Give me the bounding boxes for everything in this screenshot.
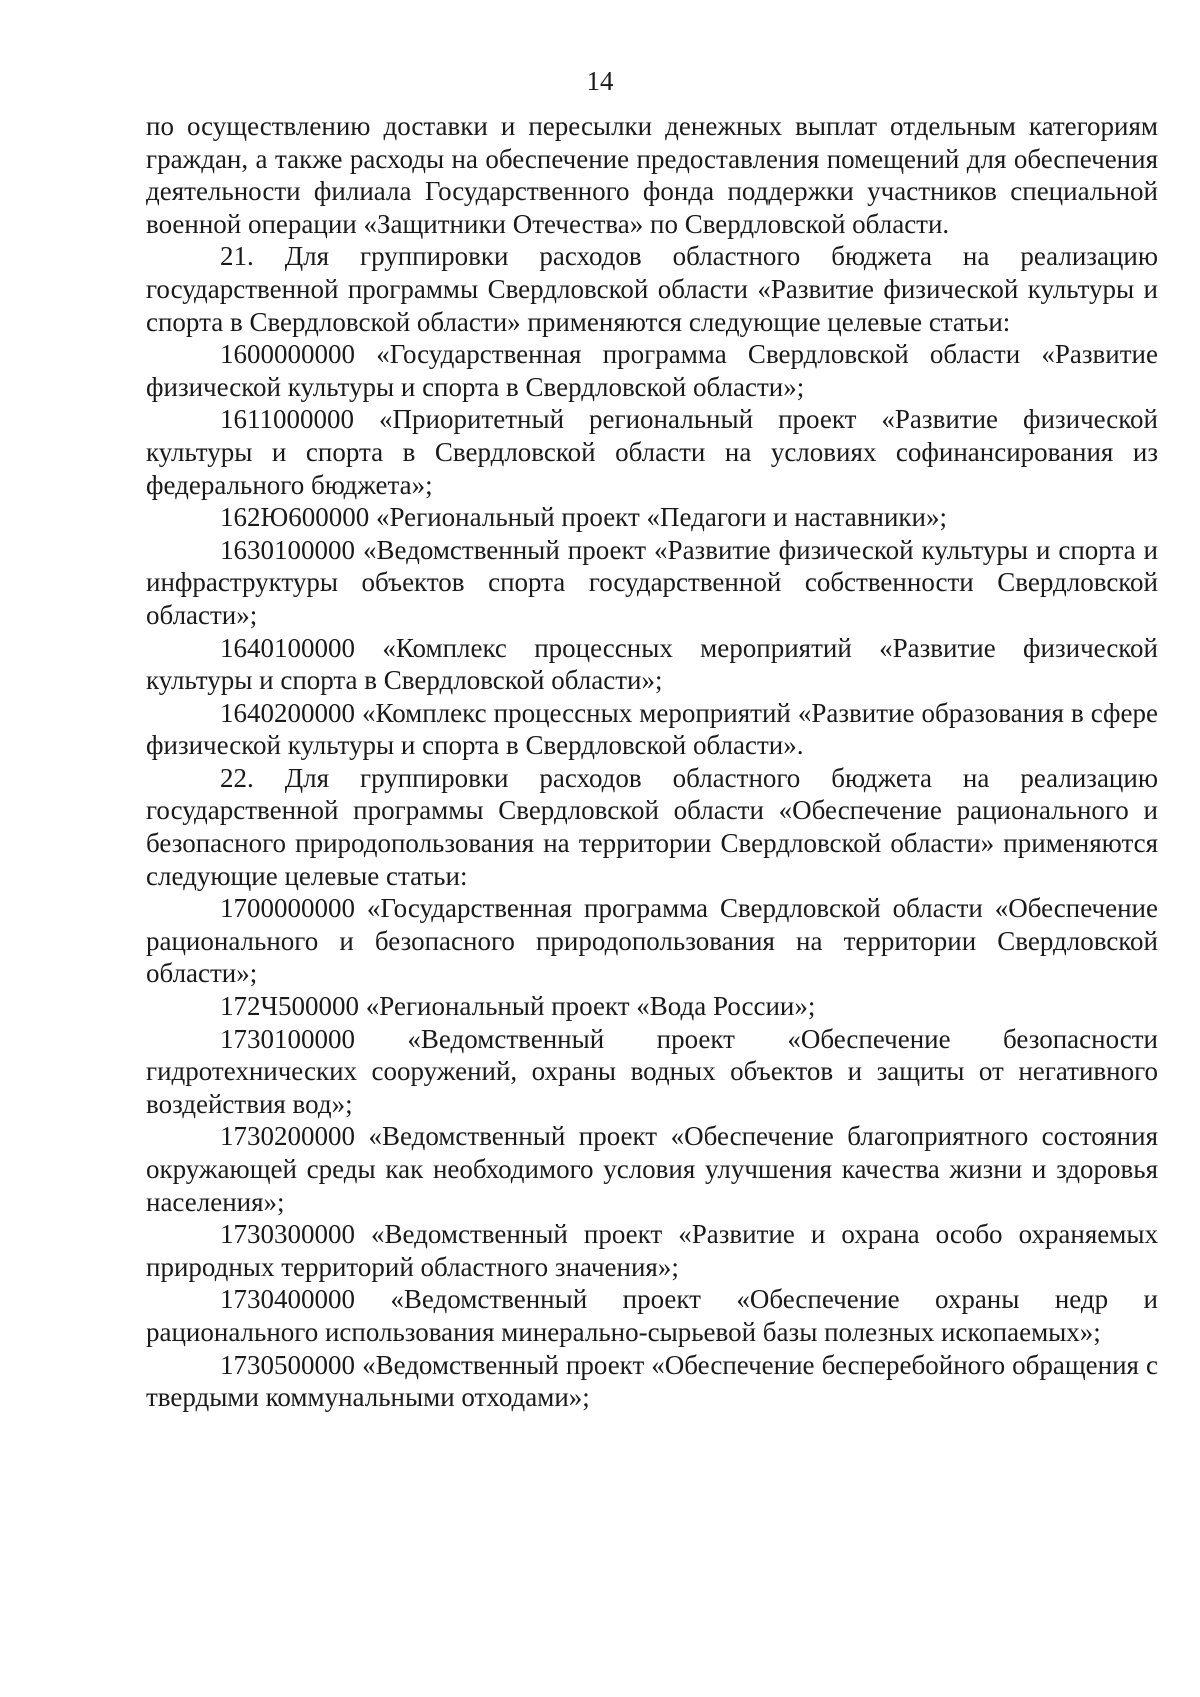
target-article-1730300000: 1730300000 «Ведомственный проект «Развитие и охрана особо охраняемых природных территорий областного значения»;	[146, 1219, 1158, 1282]
target-article-1730400000: 1730400000 «Ведомственный проект «Обеспечение охраны недр и рационального использования минерально-сырьевой базы полезных ископаемых»;	[146, 1284, 1158, 1347]
target-article-1730100000: 1730100000 «Ведомственный проект «Обеспечение безопасности гидротехнических сооружений, охраны водных объектов и защиты от негативного воздействия вод»;	[146, 1023, 1158, 1119]
paragraph-item-22: 22. Для группировки расходов областного бюджета на реализацию государственной программы Свердловской области «Обеспечение рационального и безопасного природопользования на территории Свердловской области» применяются следующие целевые статьи:	[146, 762, 1158, 891]
target-article-1611000000: 1611000000 «Приоритетный региональный проект «Развитие физической культуры и спорта в Свердловской области на условиях софинансирования из федерального бюджета»;	[146, 404, 1158, 500]
paragraph-item-21: 21. Для группировки расходов областного бюджета на реализацию государственной программы Свердловской области «Развитие физической культуры и спорта в Свердловской области» применяются следующие целевые статьи:	[146, 241, 1158, 337]
target-article-1730500000: 1730500000 «Ведомственный проект «Обеспечение бесперебойного обращения с твердыми коммунальными отходами»;	[146, 1349, 1158, 1413]
target-article-1600000000: 1600000000 «Государственная программа Свердловской области «Развитие физической культуры и спорта в Свердловской области»;	[146, 339, 1158, 402]
page-number: 14	[586, 66, 614, 96]
target-article-1730200000: 1730200000 «Ведомственный проект «Обеспечение благоприятного состояния окружающей среды как необходимого условия улучшения качества жизни и здоровья населения»;	[146, 1121, 1158, 1217]
document-body	[146, 110, 1158, 1414]
target-article-1630100000: 1630100000 «Ведомственный проект «Развитие физической культуры и спорта и инфраструктуры объектов спорта государственной собственности Свердловской области»;	[146, 534, 1158, 630]
target-article-162Ю600000: 162Ю600000 «Региональный проект «Педагоги и наставники»;	[220, 502, 947, 533]
target-article-1700000000: 1700000000 «Государственная программа Свердловской области «Обеспечение рационального и безопасного природопользования на территории Свердловской области»;	[146, 893, 1158, 989]
target-article-172Ч500000: 172Ч500000 «Региональный проект «Вода России»;	[220, 991, 816, 1022]
paragraph-continuation: по осуществлению доставки и пересылки денежных выплат отдельным категориям граждан, а также расходы на обеспечение предоставления помещений для обеспечения деятельности филиала Государственного фонда поддержки участников специальной военной операции «Защитники Отечества» по Свердловской области.	[146, 111, 1158, 239]
target-article-1640200000: 1640200000 «Комплекс процессных мероприятий «Развитие образования в сфере физической культуры и спорта в Свердловской области».	[146, 697, 1158, 761]
target-article-1640100000: 1640100000 «Комплекс процессных мероприятий «Развитие физической культуры и спорта в Свердловской области»;	[146, 632, 1158, 696]
